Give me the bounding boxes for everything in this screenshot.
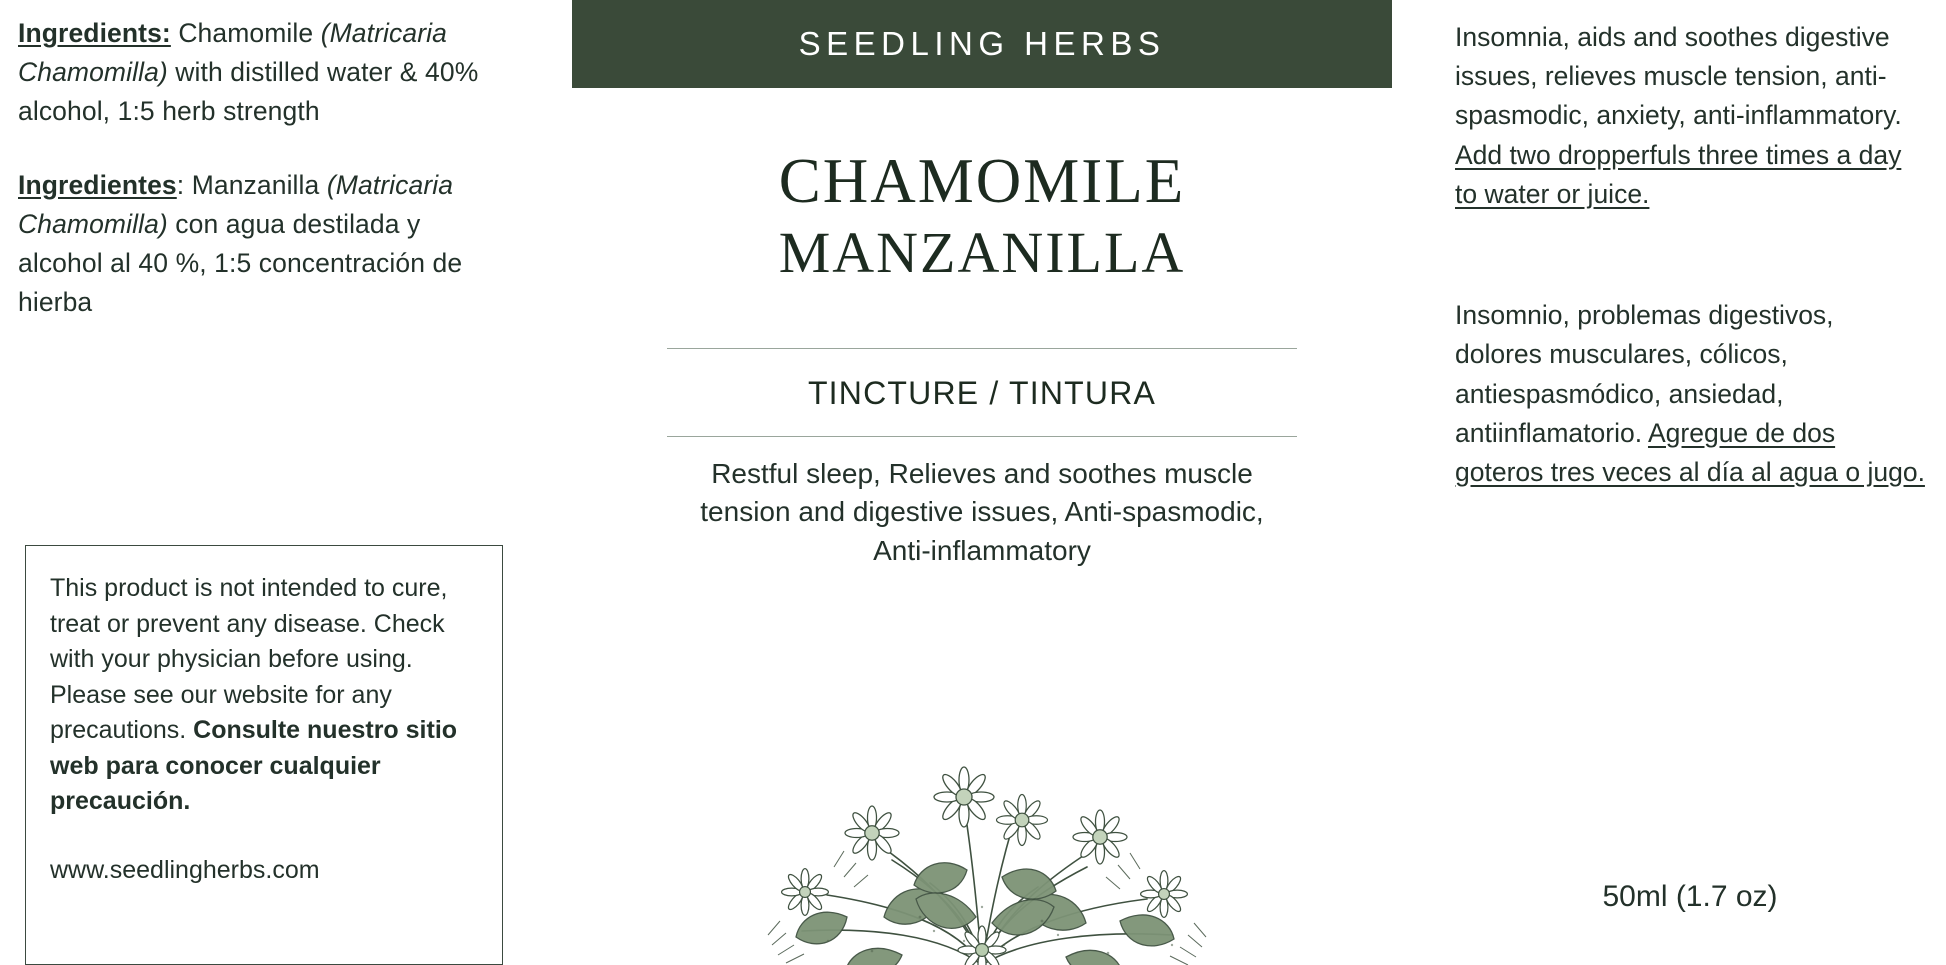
dosage-en-text: Add two dropperfuls three times a day to water or juice. [1455, 139, 1902, 209]
disclaimer-spanish: Consulte nuestro sitio web para conocer cualquier precaución. [50, 716, 458, 815]
disclaimer-text [50, 571, 478, 820]
ingredients-en-label: Ingredients: [18, 18, 171, 48]
ingredients-spanish [18, 166, 502, 323]
ingredients-es-body-1: : Manzanilla [176, 169, 327, 200]
product-benefits: Restful sleep, Relieves and soothes muscle tension and digestive issues, Anti-spasmodic, Anti-inflammatory [700, 457, 1264, 566]
uses-spanish [1455, 296, 1925, 492]
net-weight: 50ml (1.7 oz) [1602, 880, 1778, 913]
chamomile-botanical-illustration [572, 655, 1392, 965]
ingredients-en-body-1: Chamomile [170, 18, 321, 48]
product-name-spanish: MANZANILLA [778, 219, 1186, 285]
brand-name: SEEDLING HERBS [798, 25, 1166, 62]
uses-es-text: Insomnio, problemas digestivos, dolores musculares, cólicos, antiespasmódico, ansiedad, antiinflamatorio. [1455, 300, 1834, 448]
product-title-group [572, 146, 1392, 286]
ingredients-en-body-2: with distilled water & 40% alcohol, 1:5 herb strength [18, 57, 479, 127]
product-name-english: CHAMOMILE [778, 146, 1186, 216]
product-form: TINCTURE / TINTURA [807, 374, 1157, 411]
dosage-es-text: Agregue de dos goteros tres veces al día al agua o jugo. [1455, 417, 1925, 487]
ingredients-en-latin-name: (Matricaria Chamomilla) [18, 18, 447, 88]
ingredients-es-label: Ingredientes [18, 169, 177, 200]
disclaimer-english: This product is not intended to cure, treat or prevent any disease. Check with your physician before using. Please see our website for any precautions. [50, 574, 448, 744]
right-panel [1455, 0, 1925, 965]
ingredients-english [18, 14, 502, 132]
divider-bottom [667, 436, 1297, 437]
brand-banner [572, 0, 1392, 88]
uses-en-text: Insomnia, aids and soothes digestive issues, relieves muscle tension, anti-spasmodic, anxiety, anti-inflammatory. [1455, 22, 1902, 131]
uses-english [1455, 18, 1925, 214]
ingredients-es-body-2: con agua destilada y alcohol al 40 %, 1:5 concentración de hierba [18, 208, 463, 318]
center-panel [572, 0, 1392, 965]
left-panel [0, 0, 520, 965]
disclaimer-box [25, 545, 503, 965]
website-url[interactable]: www.seedlingherbs.com [50, 855, 320, 884]
ingredients-es-latin-name: (Matricaria Chamomilla) [18, 169, 454, 239]
